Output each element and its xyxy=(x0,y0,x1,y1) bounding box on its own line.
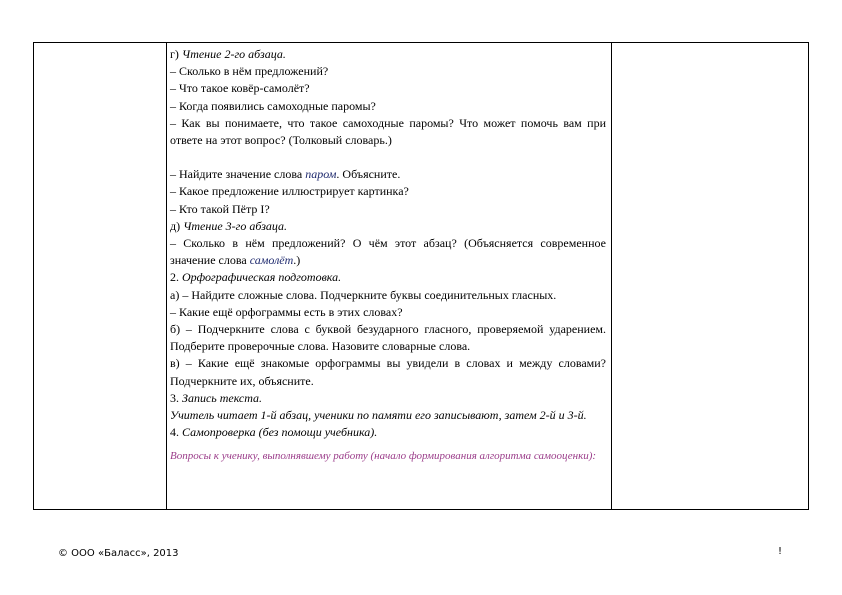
text-line xyxy=(170,218,606,235)
line-prefix: д) xyxy=(170,218,184,233)
lesson-table xyxy=(33,42,809,510)
text-line xyxy=(170,166,606,183)
keyword: паром xyxy=(305,167,337,182)
copyright-footer: © ООО «Баласс», 2013 xyxy=(58,548,179,559)
text-line: – Что такое ковёр-самолёт? xyxy=(170,81,310,96)
line-prefix: 4. xyxy=(170,425,182,440)
table-content-column xyxy=(167,43,611,509)
text-line: в) – Какие ещё знакомые орфограммы вы увидели в словах и между словами? Подчеркните их, объясните. xyxy=(170,356,606,388)
line-text: .) xyxy=(293,253,301,268)
text-line xyxy=(170,235,606,269)
text-line: – Какие ещё орфограммы есть в этих словах? xyxy=(170,304,403,319)
text-line: б) – Подчеркните слова с буквой безударного гласного, проверяемой ударением. Подберите проверочные слова. Назовите словарные слова. xyxy=(170,322,606,354)
line-prefix: 3. xyxy=(170,390,182,405)
section-heading: Чтение 3-го абзаца. xyxy=(183,218,288,233)
page-mark: ! xyxy=(778,546,783,557)
spacer xyxy=(170,149,606,166)
text-line: – Как вы понимаете, что такое самоходные паромы? Что может помочь вам при ответе на этот вопрос? (Толковый словарь.) xyxy=(170,115,606,148)
text-line: Учитель читает 1-й абзац, ученики по памяти его записывают, затем 2-й и 3-й. xyxy=(170,408,587,423)
line-prefix: г) xyxy=(170,47,182,61)
line-text: – Найдите значение слова xyxy=(170,167,306,182)
text-line xyxy=(170,46,606,63)
text-line: – Когда появились самоходные паромы? xyxy=(170,98,376,113)
text-line: а) – Найдите сложные слова. Подчеркните буквы соединительных гласных. xyxy=(170,287,557,302)
line-text: – Сколько в нём предложений? О чём этот абзац? (Объясняется современное значение слова xyxy=(170,236,606,268)
keyword: самолёт xyxy=(249,253,294,268)
text-line: – Кто такой Пётр I? xyxy=(170,201,270,216)
text-line: – Сколько в нём предложений? xyxy=(170,64,329,79)
pink-note: Вопросы к ученику, выполнявшему работу (начало формирования алгоритма самооценки): xyxy=(170,450,597,463)
text-line xyxy=(170,390,606,407)
text-line: – Какое предложение иллюстрирует картинка? xyxy=(170,184,409,199)
line-text: . Объясните. xyxy=(336,167,401,182)
text-line xyxy=(170,269,606,286)
line-prefix: 2. xyxy=(170,270,182,285)
section-heading: Запись текста. xyxy=(182,390,263,405)
table-left-column xyxy=(34,43,167,509)
section-heading: Чтение 2-го абзаца. xyxy=(181,47,286,61)
text-line xyxy=(170,424,606,441)
section-heading: Самопроверка (без помощи учебника). xyxy=(182,425,378,440)
table-right-column xyxy=(611,43,808,509)
section-heading: Орфографическая подготовка. xyxy=(182,270,342,285)
lesson-content xyxy=(170,46,606,463)
